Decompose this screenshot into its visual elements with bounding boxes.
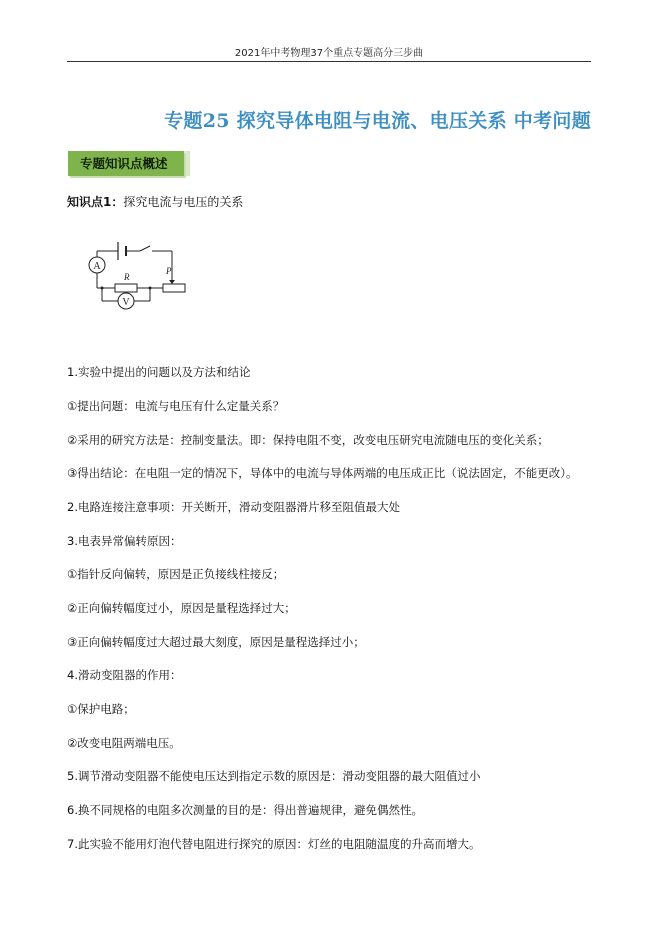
knowledge-point-label: 知识点1： [67, 195, 124, 209]
knowledge-point-text: 探究电流与电压的关系 [123, 195, 244, 209]
text-line: 5.调节滑动变阻器不能使电压达到指定示数的原因是：滑动变阻器的最大阻值过小 [67, 769, 481, 783]
section-tag: 专题知识点概述 [68, 151, 184, 176]
rheostat-arrow [169, 280, 175, 284]
voltmeter-label: V [122, 297, 130, 308]
resistor-symbol [115, 284, 137, 292]
rheostat-label: P [166, 266, 172, 276]
knowledge-point [67, 193, 243, 210]
ammeter-label: A [93, 261, 101, 272]
text-line: ③正向偏转幅度过大超过最大刻度，原因是量程选择过小； [67, 635, 365, 649]
text-line: ①保护电路； [67, 702, 135, 716]
page-header: 2021年中考物理37个重点专题高分三步曲 [234, 48, 424, 59]
text-line: ②正向偏转幅度过小，原因是量程选择过大； [67, 601, 296, 615]
text-line: 2.电路连接注意事项：开关断开，滑动变阻器滑片移至阻值最大处 [67, 500, 400, 514]
text-line: ②采用的研究方法是：控制变量法。即：保持电阻不变，改变电压研究电流随电压的变化关系； [67, 433, 549, 447]
text-line: 3.电表异常偏转原因： [67, 534, 182, 548]
page-title: 专题25 探究导体电阻与电流、电压关系 中考问题 [164, 110, 591, 132]
header-divider [67, 61, 591, 62]
text-line: ②改变电阻两端电压。 [67, 736, 181, 750]
text-line: 4.滑动变阻器的作用： [67, 668, 182, 682]
text-line: 6.换不同规格的电阻多次测量的目的是：得出普遍规律，避免偶然性。 [67, 803, 423, 817]
text-line: ①指针反向偏转，原因是正负接线柱接反； [67, 567, 285, 581]
text-line: ③得出结论：在电阻一定的情况下，导体中的电流与导体两端的电压成正比（说法固定，不能更改）。 [67, 466, 578, 480]
rheostat-symbol [163, 284, 185, 292]
switch-blade [140, 246, 150, 251]
text-line: ①提出问题：电流与电压有什么定量关系？ [67, 399, 285, 413]
text-line: 7.此实验不能用灯泡代替电阻进行探究的原因：灯丝的电阻随温度的升高而增大。 [67, 837, 481, 851]
circuit-diagram [80, 233, 195, 323]
text-line: 1.实验中提出的问题以及方法和结论 [67, 365, 251, 379]
resistor-label: R [124, 272, 130, 282]
